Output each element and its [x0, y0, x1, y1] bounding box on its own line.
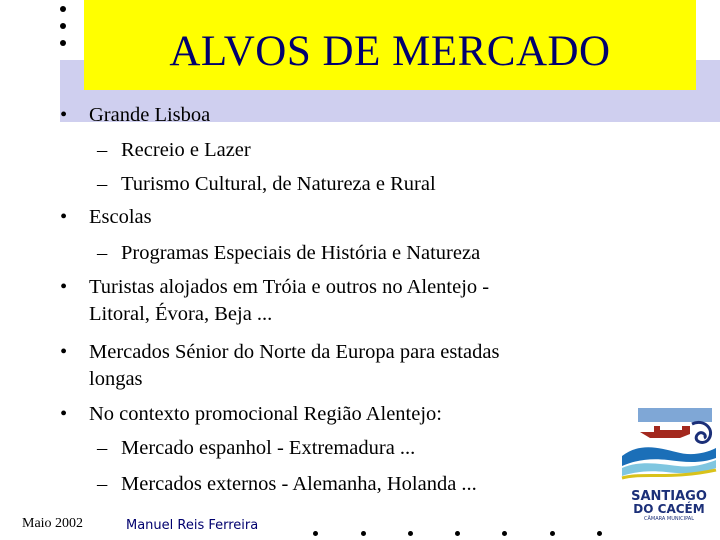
bullet-line — [60, 104, 211, 127]
bullet-text: Grande Lisboa — [89, 104, 211, 126]
dash-mark: – — [97, 242, 108, 264]
bullet-line — [60, 341, 500, 364]
sub-bullet-line — [97, 242, 481, 265]
santiago-do-cacem-logo — [620, 404, 718, 522]
corner-dot — [60, 40, 66, 46]
sub-bullet-line — [97, 473, 477, 496]
footer-dot — [361, 531, 366, 536]
bullet-mark: • — [60, 403, 68, 425]
bullet-text: Turistas alojados em Tróia e outros no Alentejo - — [89, 276, 490, 298]
sub-bullet-line — [97, 139, 251, 162]
bullet-text: Mercado espanhol - Extremadura ... — [121, 437, 416, 459]
bullet-continuation — [89, 368, 143, 391]
bullet-mark: • — [60, 206, 68, 228]
corner-dot — [60, 6, 66, 12]
corner-dot — [60, 23, 66, 29]
bullet-continuation — [89, 303, 272, 326]
logo-wave-blue — [622, 447, 716, 466]
bullet-text: Turismo Cultural, de Natureza e Rural — [121, 173, 436, 195]
bullet-text: Programas Especiais de História e Natureza — [121, 242, 481, 264]
bullet-line — [60, 206, 152, 229]
sub-bullet-line — [97, 173, 436, 196]
footer-dot — [597, 531, 602, 536]
bullet-line — [60, 403, 442, 426]
dash-mark: – — [97, 173, 108, 195]
bullet-text: Mercados externos - Alemanha, Holanda ... — [121, 473, 477, 495]
bullet-mark: • — [60, 341, 68, 363]
footer-dot — [550, 531, 555, 536]
footer-date: Maio 2002 — [22, 516, 84, 531]
bullet-mark: • — [60, 276, 68, 298]
dash-mark: – — [97, 437, 108, 459]
footer-dot — [502, 531, 507, 536]
footer-dot — [455, 531, 460, 536]
bullet-text: Recreio e Lazer — [121, 139, 251, 161]
bullet-text: Litoral, Évora, Beja ... — [89, 303, 273, 325]
footer-dot — [313, 531, 318, 536]
logo-castle — [640, 426, 690, 438]
logo-swirl — [692, 422, 711, 442]
bullet-line — [60, 276, 490, 299]
footer-dots — [0, 531, 720, 539]
dash-mark: – — [97, 473, 108, 495]
bullet-text: No contexto promocional Região Alentejo: — [89, 403, 442, 425]
title-box — [84, 0, 696, 90]
logo-text-cacem: DO CACÉM — [633, 502, 705, 516]
slide-title: ALVOS DE MERCADO — [169, 27, 611, 75]
footer-dot — [408, 531, 413, 536]
bullet-text: longas — [89, 368, 143, 390]
bullet-text: Mercados Sénior do Norte da Europa para estadas — [89, 341, 500, 363]
footer-author: Manuel Reis Ferreira — [126, 518, 259, 533]
logo-sky — [638, 408, 712, 422]
logo-text-camara: CÂMARA MUNICIPAL — [644, 516, 694, 522]
logo-text-santiago: SANTIAGO — [631, 489, 707, 504]
dash-mark: – — [97, 139, 108, 161]
bullet-text: Escolas — [89, 206, 152, 228]
sub-bullet-line — [97, 437, 416, 460]
bullet-mark: • — [60, 104, 68, 126]
